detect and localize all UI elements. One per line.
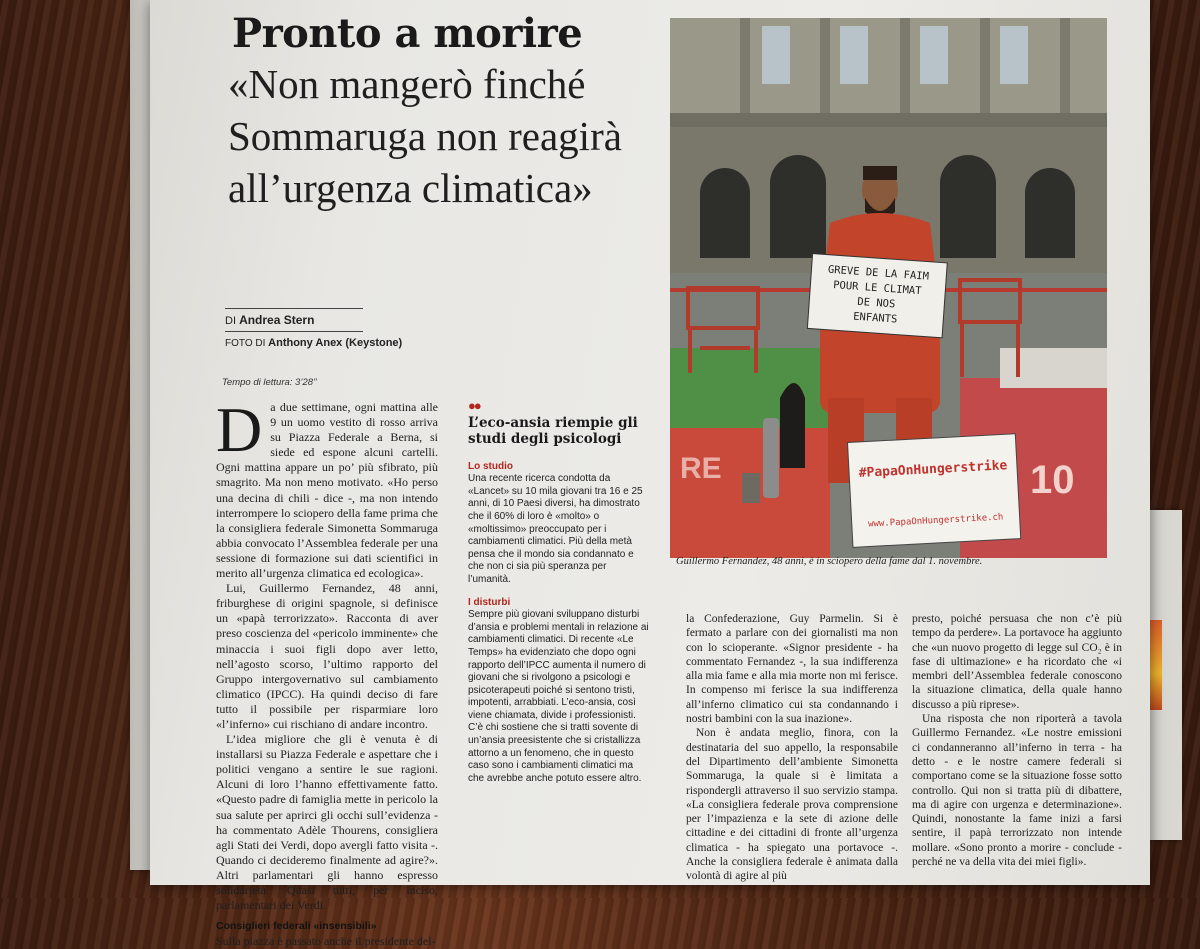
article-column-3 [912, 612, 1122, 869]
ground-lettering: RE [680, 452, 722, 485]
sidebar-subhead-disorders: I disturbi [468, 596, 511, 608]
sidebar-text: Sempre più giovani sviluppano disturbi d’ansia e problemi mentali in relazione ai cambiamenti climatici. Di recente «Le Temps» ha evidenziato che dopo ogni rapporto dell’IPCC aumenta il numero di giovani che si rivolgono a psicologi e psicoterapeuti poiché si sentono tristi, impotenti, arrabbiati. L’eco-ansia, così viene chiamata, divide i professionisti. C’è chi sostiene che si tratti sovente di un’ansia preesistente che si cristallizza attorno a un fenomeno, che in questo caso sono i cambiamenti climatici ma che avrebbe anche potuto essere altro. [468, 609, 649, 784]
adjacent-page-graphic [1148, 620, 1162, 710]
sidebar-title: L’eco-ansia riempie gli studi degli psicologi [468, 414, 638, 447]
byline-rule [225, 308, 363, 309]
paragraph: la Confederazione, Guy Parmelin. Si è fermato a parlare con dei giornalisti ma non con lo scioperante. «Signor presidente - ha commentato Fernandez -, la sua indifferenza alla mia fame e alla mia morte non mi ferisce. In compenso mi ferisce la sua indifferenza all’inferno climatico cui sta condannando i nostri bambini con la sua inazione». [686, 613, 898, 726]
sign-line-4: ENFANTS [852, 310, 898, 326]
paragraph: Una risposta che non riporterà a tavola Guillermo Fernandez. «Le nostre emissioni ci condanneranno all’inferno in terra - ha detto - e le nostre camere federali si comportano come se la situazione fosse sotto controllo. Qui non si tratta più di dibattere, ma di agire con urgenza e determinazione». Quindi, nonostante la fame inizi a farsi sentire, il papà terrorizzato non intende mollare. «Sono pronto a morire - conclude - perché ne va della vita dei miei figli». [912, 713, 1122, 869]
photo-credit [225, 337, 402, 349]
article-headline: «Non mangerò finché Sommaruga non reagirà all’urgenza climatica» [228, 61, 622, 211]
sign-url: www.PapaOnHungerstrike.ch [867, 512, 1004, 530]
reading-time: Tempo di lettura: 3’28’’ [222, 377, 317, 388]
photo-caption: Guillermo Fernandez, 48 anni, è in sciopero della fame dal 1. novembre. [676, 556, 983, 567]
article-column-1 [216, 394, 438, 949]
sidebar-text: Una recente ricerca condotta da «Lancet» su 10 mila giovani tra 16 e 25 anni, di 10 Paesi diversi, ha dimostrato che il 60% di loro è «molto» o «moltissimo» preoccupato per i cambiamenti climatici. Più della metà pensa che il mondo sia condannato e che non ci sia più speranza per l’umanità. [468, 473, 643, 585]
byline [225, 313, 314, 327]
section-subhead: Consiglieri federali «insensibili» [216, 920, 377, 933]
paragraph: presto, poiché persuasa che non c’è più tempo da perdere». La portavoce ha aggiunto che «un nuovo progetto di legge sul CO₂ è in fase di ultimazione» e ha ricordato che «i membri dell’Assemblea federale conoscono la situazione climatica, della quale hanno discusso a più riprese». [912, 613, 1122, 711]
drop-cap: D [216, 394, 263, 465]
sign-line-2: POUR LE CLIMAT [832, 279, 922, 298]
paragraph: L’idea migliore che gli è venuta è di installarsi su Piazza Federale e aspettare che i politici vengano a sentire le sue ragioni. Alcuni di loro l’hanno effettivamente fatto. «Questo padre di famiglia mette in pericolo la sua salute per aprirci gli occhi sull’evidenza - ha commentato Adèle Thourens, consigliera agli Stati dei Verdi, dopo avergli fatto visita -. Quando ci decideremo finalmente ad agire?». Altri parlamentari gli hanno espresso solidarietà. Quasi tutti, per inciso, parlamentari dei Verdi. [216, 732, 438, 913]
paragraph: Non è andata meglio, finora, con la destinataria del suo appello, la responsabile del Dipartimento dell’ambiente Simonetta Sommaruga, la quale si è limitata a rispondergli attraverso il suo servizio stampa. «La consigliera federale prova comprensione per l’impazienza e la sete di azione delle cittadine e dei cittadini di fronte all’urgenza climatica - ha spiegato una portavoce -. Anche la consigliera federale è animata dalla volontà di agire al più [686, 727, 898, 883]
paragraph: Sulla piazza è passato anche il presidente del- [216, 934, 436, 949]
paragraph: a due settimane, ogni mattina alle 9 un uomo vestito di rosso arriva su Piazza Federale a Berna, si siede ed espone alcuni cartelli. Ogni mattina appare un po’ più sfibrato, più smagrito. Ma non meno motivato. «Ho perso una decina di chili - dice -, ma non intendo interrompere lo sciopero della fame prima che la consigliera federale Simonetta Sommaruga abbia convocato l’Assemblea federale per una sessione di formazione sui dati scientifici in merito all’urgenza climatica ed ecologica». [216, 400, 438, 581]
byline-author: Andrea Stern [239, 313, 315, 327]
ground-number: 10 [1030, 458, 1075, 502]
newspaper-edge [130, 0, 152, 870]
eco-anxiety-sidebar [468, 400, 650, 785]
sidebar-dots: ●● [468, 398, 480, 413]
photo-credit-prefix: FOTO DI [225, 338, 266, 349]
article-kicker: Pronto a morire [232, 10, 583, 57]
byline-prefix: DI [225, 315, 236, 327]
sidebar-subhead-study: Lo studio [468, 460, 513, 472]
sign-line-3: DE NOS [856, 295, 896, 311]
article-column-2 [686, 612, 898, 884]
newspaper-page [150, 0, 1150, 949]
sign-hashtag: #PapaOnHungerstrike [858, 458, 1008, 481]
photo-illustration [670, 18, 1107, 558]
article-photo [670, 18, 1107, 558]
byline-rule-2 [225, 331, 363, 332]
paragraph: Lui, Guillermo Fernandez, 48 anni, friburghese di origini spagnole, si definisce un «papà terrorizzato». Racconta di aver preso coscienza del «pericolo imminente» che minaccia i suoi figli dopo aver letto, nell’agosto scorso, l’ultimo rapporto del Gruppo intergovernativo sul cambiamento climatico (IPCC). Ha quindi deciso di fare tutto il possibile per risparmiare loro «l’inferno» cui rischiano di andare incontro. [216, 581, 438, 731]
sign-line-1: GREVE DE LA FAIM [827, 263, 930, 283]
photo-credit-author: Anthony Anex (Keystone) [268, 337, 403, 349]
